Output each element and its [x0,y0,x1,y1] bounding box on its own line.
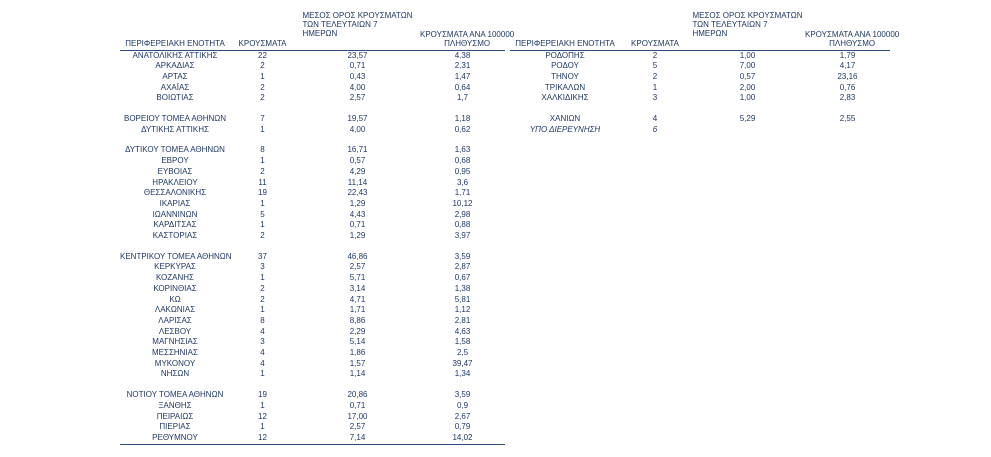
avg7-cell: 5,29 [739,114,756,124]
per100k-cell: 2,5 [456,348,469,358]
region-cell: ΠΙΕΡΙΑΣ [159,422,191,432]
avg7-cell: 4,00 [349,82,366,92]
per100k-cell: 4,38 [454,50,471,60]
cases-cell: 2 [260,283,265,293]
cases-cell: 5 [652,61,658,71]
cases-cell: 4 [652,114,658,124]
avg7-cell: 3,14 [349,283,366,293]
cases-cell: 2 [260,294,265,304]
avg7-cell: 2,57 [349,422,366,432]
table-row [120,422,505,433]
spacer-row [510,104,890,114]
region-cell: ΔΥΤΙΚΗΣ ΑΤΤΙΚΗΣ [141,124,209,134]
table-row [510,61,890,72]
spacer-cell [510,104,890,114]
avg7-cell: 4,29 [349,166,366,176]
per100k-cell: 1,47 [454,71,471,81]
avg7-cell: 2,57 [349,262,366,272]
cases-cell: 1 [260,305,265,315]
cases-cell: 1 [260,422,265,432]
region-cell: ΡΕΘΥΜΝΟΥ [120,433,230,444]
region-cell: ΑΝΑΤΟΛΙΚΗΣ ΑΤΤΙΚΗΣ [132,50,218,60]
region-cell: ΗΡΑΚΛΕΙΟΥ [152,177,198,187]
per100k-cell: 3,6 [456,177,469,187]
avg7-cell: 1,00 [739,93,756,103]
cases-cell: 6 [652,124,658,134]
column-header-region [120,10,230,50]
cases-cell: 12 [230,433,295,444]
per100k-cell: 0,88 [454,220,471,230]
region-cell: ΚΕΡΚΥΡΑΣ [154,262,196,272]
table-row [120,252,505,263]
table-row [120,178,505,189]
per100k-cell: 3,59 [454,390,471,400]
region-cell: ΚΟΖΑΝΗΣ [155,273,195,283]
per100k-cell: 3,97 [454,231,471,241]
spacer-cell [120,135,505,145]
column-header-per100k [420,10,515,50]
avg7-cell: 1,29 [349,231,366,241]
region-cell: ΠΕΙΡΑΙΩΣ [156,411,194,421]
column-header-region [510,10,620,50]
per100k-cell: 5,81 [454,294,471,304]
region-cell: ΕΥΒΟΙΑΣ [157,166,193,176]
cases-cell: 2 [260,231,265,241]
table-row [120,83,505,94]
cases-cell: 1 [260,124,265,134]
cases-cell: 8 [260,315,265,325]
cases-cell: 11 [258,177,267,187]
column-header-avg7-label: ΜΕΣΟΣ ΟΡΟΣ ΚΡΟΥΣΜΑΤΩΝ ΤΩΝ ΤΕΛΕΥΤΑΙΩΝ 7 ΗΜΕΡΩΝ [302,10,413,38]
per100k-cell [805,125,890,136]
cases-cell: 22 [258,50,267,60]
table-row [120,305,505,316]
table-row [120,401,505,412]
table-row [120,72,505,83]
table-row [120,369,505,380]
table-row [120,188,505,199]
avg7-cell: 1,57 [349,358,366,368]
table-row [120,231,505,242]
per100k-cell: 23,16 [837,71,858,81]
avg7-cell: 2,29 [349,326,366,336]
cases-cell: 1 [652,82,658,92]
region-cell: ΑΡΤΑΣ [162,71,188,81]
per100k-cell: 0,95 [454,166,471,176]
avg7-cell: 8,86 [349,315,366,325]
region-cell: ΤΗΝΟΥ [551,71,579,81]
table-row [120,125,505,136]
per100k-cell: 0,67 [454,273,471,283]
table-row [120,316,505,327]
table-row [120,262,505,273]
per100k-cell: 2,83 [839,93,856,103]
per100k-cell: 1,38 [454,283,471,293]
table-row [510,93,890,104]
per100k-cell: 2,55 [839,114,856,124]
avg7-cell: 1,29 [349,198,366,208]
cases-cell: 37 [258,251,267,261]
avg7-cell: 0,71 [349,220,366,230]
table-body-right [510,50,890,135]
per100k-cell: 2,67 [454,411,471,421]
avg7-cell: 22,43 [347,188,368,198]
avg7-cell: 1,71 [349,305,366,315]
region-cell: ΕΒΡΟΥ [161,156,189,166]
column-header-avg7-label: ΜΕΣΟΣ ΟΡΟΣ ΚΡΟΥΣΜΑΤΩΝ ΤΩΝ ΤΕΛΕΥΤΑΙΩΝ 7 ΗΜΕΡΩΝ [692,10,803,38]
table-header-right [510,10,900,50]
avg7-cell: 1,14 [349,369,366,379]
table-row [510,125,890,136]
region-cell: ΔΥΤΙΚΟΥ ΤΟΜΕΑ ΑΘΗΝΩΝ [125,145,225,155]
table-row [120,199,505,210]
table-row [120,220,505,231]
cases-cell: 4 [260,358,265,368]
column-header-per100k-label: ΚΡΟΥΣΜΑΤΑ ΑΝΑ 100000 ΠΛΗΘΥΣΜΟ [805,29,900,48]
table-row [120,359,505,370]
column-header-region-label: ΠΕΡΙΦΕΡΕΙΑΚΗ ΕΝΟΤΗΤΑ [515,38,615,48]
region-cell: ΚΕΝΤΡΙΚΟΥ ΤΟΜΕΑ ΑΘΗΝΩΝ [120,251,232,261]
avg7-cell: 1,86 [349,348,366,358]
per100k-cell: 1,58 [454,337,471,347]
avg7-cell: 1,00 [739,50,756,60]
table-row [510,83,890,94]
table-row [120,156,505,167]
table-row [120,327,505,338]
spacer-row [120,104,505,114]
region-cell: ΜΑΓΝΗΣΙΑΣ [152,337,198,347]
cases-cell: 1 [260,156,265,166]
spacer-cell [120,380,505,390]
cases-cell: 1 [260,369,265,379]
cases-cell: 7 [260,114,265,124]
per100k-cell: 1,18 [454,114,471,124]
column-header-avg7 [690,10,805,50]
region-cell: ΚΟΡΙΝΘΙΑΣ [153,283,197,293]
table-row [510,114,890,125]
cases-cell: 1 [260,71,265,81]
table-row [120,93,505,104]
per100k-cell: 0,68 [454,156,471,166]
region-cell: ΝΗΣΩΝ [160,369,190,379]
table-row [120,348,505,359]
table-header-left [120,10,515,50]
avg7-cell: 7,00 [739,61,756,71]
table-row [120,390,505,401]
per100k-cell: 0,62 [454,124,471,134]
cases-cell: 4 [260,326,265,336]
per100k-cell: 4,63 [454,326,471,336]
table-row [120,295,505,306]
region-cell: ΝΟΤΙΟΥ ΤΟΜΕΑ ΑΘΗΝΩΝ [126,390,224,400]
avg7-cell: 0,43 [349,71,366,81]
avg7-cell: 0,57 [739,71,756,81]
column-header-cases [230,10,295,50]
spacer-row [120,380,505,390]
per100k-cell: 0,64 [454,82,471,92]
per100k-cell: 0,76 [839,82,856,92]
region-cell: ΚΑΡΔΙΤΣΑΣ [153,220,197,230]
table-row [120,167,505,178]
column-header-avg7 [295,10,420,50]
cases-cell: 5 [260,209,265,219]
spacer-row [120,242,505,252]
avg7-cell: 2,00 [739,82,756,92]
regional-units-table-right [510,10,900,135]
avg7-cell: 0,71 [349,400,366,410]
cases-cell: 2 [260,61,265,71]
header-row [510,10,890,50]
per100k-cell: 1,12 [454,305,471,315]
region-cell: ΚΩ [169,294,181,304]
per100k-cell: 1,34 [454,369,471,379]
header-row [120,10,505,50]
table-row [120,412,505,423]
cases-cell: 2 [260,166,265,176]
cases-cell: 1 [260,220,265,230]
region-cell: ΜΕΣΣΗΝΙΑΣ [152,348,198,358]
cases-cell: 2 [260,93,265,103]
avg7-cell: 17,00 [347,411,368,421]
region-cell: ΛΑΚΩΝΙΑΣ [154,305,196,315]
cases-cell: 2 [260,82,265,92]
avg7-cell: 0,71 [349,61,366,71]
spacer-cell [120,104,505,114]
cases-cell: 12 [258,411,267,421]
avg7-cell: 4,71 [349,294,366,304]
column-header-region-label: ΠΕΡΙΦΕΡΕΙΑΚΗ ΕΝΟΤΗΤΑ [125,38,225,48]
per100k-cell: 2,98 [454,209,471,219]
region-cell: ΤΡΙΚΑΛΩΝ [544,82,586,92]
regional-units-table-left [120,10,515,445]
avg7-cell: 16,71 [347,145,368,155]
region-cell: ΡΟΔΟΥ [551,61,579,71]
cases-cell: 3 [260,337,265,347]
per100k-cell: 2,31 [454,61,471,71]
avg7-cell: 46,86 [347,251,368,261]
table-row [510,50,890,61]
region-cell: ΒΟΙΩΤΙΑΣ [156,93,194,103]
avg7-cell: 2,57 [349,93,366,103]
cases-cell: 19 [258,390,267,400]
region-cell: ΙΚΑΡΙΑΣ [159,198,191,208]
avg7-cell: 5,71 [349,273,366,283]
table-row [120,273,505,284]
region-cell: ΧΑΛΚΙΔΙΚΗΣ [541,93,589,103]
cases-cell: 3 [652,93,658,103]
region-cell: ΛΑΡΙΣΑΣ [158,315,192,325]
per100k-cell: 1,79 [839,50,856,60]
per100k-cell: 2,81 [454,315,471,325]
avg7-cell: 0,57 [349,156,366,166]
cases-cell: 1 [260,273,265,283]
table-body-left [120,50,505,444]
table-row [120,114,505,125]
column-header-cases-label: ΚΡΟΥΣΜΑΤΑ [631,38,679,48]
cases-cell: 1 [260,198,265,208]
avg7-cell: 7,14 [295,433,420,444]
region-cell: ΘΕΣΣΑΛΟΝΙΚΗΣ [143,188,207,198]
avg7-cell: 5,14 [349,337,366,347]
column-header-per100k-label: ΚΡΟΥΣΜΑΤΑ ΑΝΑ 100000 ΠΛΗΘΥΣΜΟ [420,29,515,48]
region-cell: ΜΥΚΟΝΟΥ [154,358,196,368]
table-row [120,61,505,72]
per100k-cell: 1,7 [456,93,469,103]
per100k-cell: 2,87 [454,262,471,272]
table-row [120,337,505,348]
table-row [120,433,505,444]
per100k-cell: 14,02 [420,433,505,444]
cases-cell: 2 [652,50,658,60]
per100k-cell: 1,71 [454,188,471,198]
avg7-cell: 4,00 [349,124,366,134]
avg7-cell [690,125,805,136]
spacer-row [120,135,505,145]
cases-cell: 1 [260,400,265,410]
column-header-cases [620,10,690,50]
cases-cell: 8 [260,145,265,155]
region-cell: ΞΑΝΘΗΣ [158,400,192,410]
region-cell: ΚΑΣΤΟΡΙΑΣ [152,231,198,241]
avg7-cell: 23,57 [347,50,368,60]
region-cell: ΧΑΝΙΩΝ [549,114,581,124]
avg7-cell: 11,14 [347,177,368,187]
per100k-cell: 1,63 [454,145,471,155]
avg7-cell: 19,57 [347,114,368,124]
avg7-cell: 4,43 [349,209,366,219]
region-cell: ΡΟΔΟΠΗΣ [545,50,585,60]
cases-cell: 3 [260,262,265,272]
per100k-cell: 39,47 [452,358,473,368]
spacer-cell [120,242,505,252]
column-header-cases-label: ΚΡΟΥΣΜΑΤΑ [238,38,287,48]
region-cell: ΑΧΑΪΑΣ [160,82,190,92]
per100k-cell: 3,59 [454,251,471,261]
cases-cell: 19 [258,188,267,198]
table-row [120,50,505,61]
per100k-cell: 4,17 [839,61,856,71]
cases-cell: 2 [652,71,658,81]
per100k-cell: 0,79 [454,422,471,432]
per100k-cell: 0,9 [456,400,469,410]
cases-cell: 4 [260,348,265,358]
region-cell: ΛΕΣΒΟΥ [158,326,192,336]
table-row [120,210,505,221]
column-header-per100k [805,10,900,50]
table-row [120,145,505,156]
table-row [120,284,505,295]
avg7-cell: 20,86 [347,390,368,400]
region-cell: ΙΩΑΝΝΙΝΩΝ [152,209,198,219]
region-cell: ΒΟΡΕΙΟΥ ΤΟΜΕΑ ΑΘΗΝΩΝ [123,114,227,124]
region-cell: ΥΠΟ ΔΙΕΡΕΥΝΗΣΗ [529,124,601,134]
region-cell: ΑΡΚΑΔΙΑΣ [155,61,195,71]
table-row [510,72,890,83]
per100k-cell: 10,12 [452,198,473,208]
